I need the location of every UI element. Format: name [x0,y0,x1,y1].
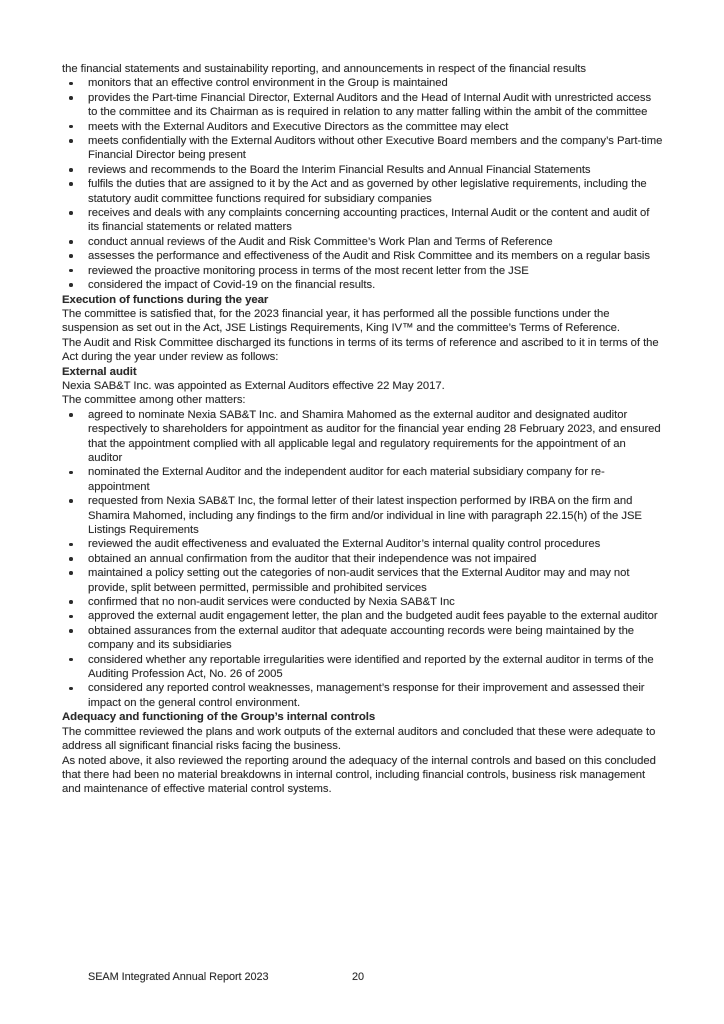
bullet-item: reviews and recommends to the Board the Interim Financial Results and Annual Financial Statements [62,163,663,177]
paragraph: The Audit and Risk Committee discharged its functions in terms of its terms of reference and ascribed to it in terms of the Act during the year under review as follows: [62,336,659,364]
bullet-item: receives and deals with any complaints concerning accounting practices, Internal Audit or the content and audit of its financial statements or related matters [62,206,663,235]
bullet-list [62,408,663,711]
bullet-item: monitors that an effective control environment in the Group is maintained [62,76,663,90]
paragraph: The committee is satisfied that, for the 2023 financial year, it has performed all the possible functions under the suspension as set out in the Act, JSE Listings Requirements, King IV™ and the committee’s Terms of Reference. [62,307,621,335]
bullet-item: obtained an annual confirmation from the auditor that their independence was not impaired [62,552,663,566]
bullet-item: agreed to nominate Nexia SAB&T Inc. and Shamira Mahomed as the external auditor and designated auditor respectively to shareholders for appointment as auditor for the financial year ending 28 February 2023, and ensured that the appointment complied with all applicable legal and regulatory requirements for the appointment of an auditor [62,408,663,466]
bullet-item: provides the Part-time Financial Director, External Auditors and the Head of Internal Audit with unrestricted access to the committee and its Chairman as is required in relation to any matter falling within the ambit of the committee [62,91,663,120]
bullet-item: confirmed that no non-audit services were conducted by Nexia SAB&T Inc [62,595,663,609]
bullet-item: obtained assurances from the external auditor that adequate accounting records were being maintained by the company and its subsidiaries [62,624,663,653]
footer-page-number: 20 [352,971,365,983]
bullet-item: conduct annual reviews of the Audit and Risk Committee’s Work Plan and Terms of Reference [62,235,663,249]
bullet-item: approved the external audit engagement letter, the plan and the budgeted audit fees payable to the external auditor [62,609,663,623]
section-heading: Execution of functions during the year [62,293,269,306]
section-heading: External audit [62,365,137,378]
paragraph: Nexia SAB&T Inc. was appointed as External Auditors effective 22 May 2017. [62,379,445,392]
bullet-item: considered whether any reportable irregularities were identified and reported by the external auditor in terms of the Auditing Profession Act, No. 26 of 2005 [62,653,663,682]
bullet-item: reviewed the audit effectiveness and evaluated the External Auditor’s internal quality control procedures [62,537,663,551]
bullet-item: reviewed the proactive monitoring process in terms of the most recent letter from the JSE [62,264,663,278]
bullet-item: considered the impact of Covid-19 on the financial results. [62,278,663,292]
bullet-item: meets confidentially with the External Auditors without other Executive Board members and the company’s Part-time Financial Director being present [62,134,663,163]
bullet-list [62,76,663,292]
bullet-item: assesses the performance and effectiveness of the Audit and Risk Committee and its members on a regular basis [62,249,663,263]
paragraph: The committee reviewed the plans and work outputs of the external auditors and concluded that these were adequate to address all significant financial risks facing the business. [62,725,656,753]
bullet-item: fulfils the duties that are assigned to it by the Act and as governed by other legislative requirements, including the statutory audit committee functions required for subsidiary companies [62,177,663,206]
footer-report-title: SEAM Integrated Annual Report 2023 [88,971,269,983]
paragraph: As noted above, it also reviewed the reporting around the adequacy of the internal controls and based on this concluded that there had been no material breakdowns in internal control, including financial controls, business risk management and maintenance of effective material control systems. [62,754,656,796]
bullet-item: maintained a policy setting out the categories of non-audit services that the External Auditor may and may not provide, split between permitted, permissible and prohibited services [62,566,663,595]
document-content [62,62,663,797]
bullet-item: considered any reported control weaknesses, management’s response for their improvement and assessed their impact on the general control environment. [62,681,663,710]
bullet-item: meets with the External Auditors and Executive Directors as the committee may elect [62,120,663,134]
section-heading: Adequacy and functioning of the Group’s internal controls [62,711,376,724]
paragraph: The committee among other matters: [62,394,246,407]
bullet-item: requested from Nexia SAB&T Inc, the formal letter of their latest inspection performed by IRBA on the firm and Shamira Mahomed, including any findings to the firm and/or individual in line with paragraph 22.15(h) of the JSE Listings Requirements [62,494,663,537]
paragraph-continuation: the financial statements and sustainability reporting, and announcements in respect of the financial results [62,63,586,75]
bullet-item: nominated the External Auditor and the independent auditor for each material subsidiary company for re-appointment [62,465,663,494]
